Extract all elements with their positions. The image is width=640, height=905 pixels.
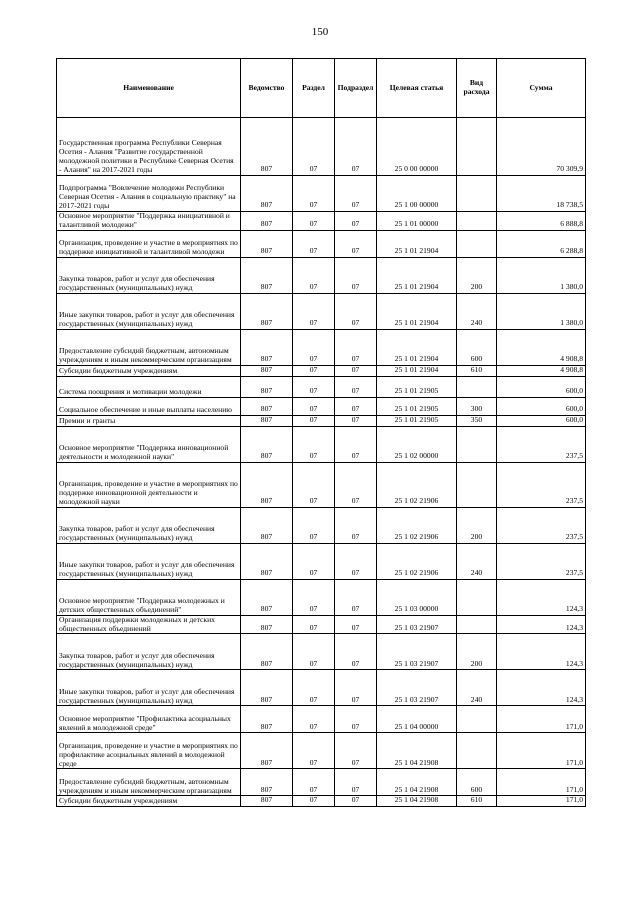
row-name: Субсидии бюджетным учреждениям (57, 796, 241, 807)
row-section: 07 (293, 397, 335, 415)
row-name: Основное мероприятие "Поддержка молодежных и детских общественных объединений" (57, 579, 241, 615)
row-subsection: 07 (335, 376, 377, 397)
row-exp-type (457, 733, 497, 769)
row-exp-type (457, 230, 497, 257)
table-row (57, 176, 586, 212)
row-section: 07 (293, 415, 335, 426)
row-name: Социальное обеспечение и иные выплаты населению (57, 397, 241, 415)
row-section: 07 (293, 257, 335, 293)
row-sum: 600,0 (497, 397, 586, 415)
row-exp-type (457, 615, 497, 634)
table-row (57, 579, 586, 615)
row-dept: 807 (241, 796, 293, 807)
row-dept: 807 (241, 415, 293, 426)
row-dept: 807 (241, 706, 293, 733)
row-target: 25 1 01 21905 (377, 415, 457, 426)
row-subsection: 07 (335, 293, 377, 329)
row-sum: 18 738,5 (497, 176, 586, 212)
row-name: Субсидии бюджетным учреждениям (57, 365, 241, 376)
row-sum: 6 888,8 (497, 212, 586, 231)
row-sum: 237,5 (497, 507, 586, 543)
row-name: Иные закупки товаров, работ и услуг для обеспечения государственных (муниципальных) нужд (57, 543, 241, 579)
row-dept: 807 (241, 579, 293, 615)
header-name: Наименование (57, 59, 241, 118)
row-exp-type: 240 (457, 670, 497, 706)
row-sum: 70 309,9 (497, 118, 586, 176)
row-target: 25 1 01 21905 (377, 376, 457, 397)
table-row (57, 426, 586, 462)
row-exp-type: 200 (457, 257, 497, 293)
row-target: 25 1 04 21908 (377, 733, 457, 769)
table-row (57, 706, 586, 733)
row-target: 25 1 02 00000 (377, 426, 457, 462)
table-row (57, 796, 586, 807)
row-sum: 237,5 (497, 426, 586, 462)
budget-table (56, 58, 586, 807)
row-target: 25 1 01 21904 (377, 329, 457, 365)
row-subsection: 07 (335, 670, 377, 706)
row-name: Закупка товаров, работ и услуг для обеспечения государственных (муниципальных) нужд (57, 634, 241, 670)
row-dept: 807 (241, 212, 293, 231)
row-target: 25 0 00 00000 (377, 118, 457, 176)
row-dept: 807 (241, 230, 293, 257)
row-dept: 807 (241, 176, 293, 212)
row-subsection: 07 (335, 365, 377, 376)
row-exp-type (457, 706, 497, 733)
row-exp-type (457, 426, 497, 462)
row-subsection: 07 (335, 230, 377, 257)
row-sum: 237,5 (497, 543, 586, 579)
row-name: Организация, проведение и участие в мероприятиях по поддержке инновационной деятельности и молодежной науки (57, 462, 241, 507)
row-section: 07 (293, 230, 335, 257)
row-section: 07 (293, 293, 335, 329)
table-row (57, 293, 586, 329)
row-section: 07 (293, 733, 335, 769)
table-row (57, 397, 586, 415)
row-section: 07 (293, 118, 335, 176)
row-exp-type: 600 (457, 329, 497, 365)
row-target: 25 1 02 21906 (377, 462, 457, 507)
row-sum: 600,0 (497, 376, 586, 397)
row-name: Предоставление субсидий бюджетным, автономным учреждениям и иным некоммерческим организациям (57, 769, 241, 796)
row-section: 07 (293, 462, 335, 507)
row-dept: 807 (241, 733, 293, 769)
row-subsection: 07 (335, 579, 377, 615)
row-name: Организация, проведение и участие в мероприятиях по профилактике асоциальных явлений в молодежной среде (57, 733, 241, 769)
row-target: 25 1 04 21908 (377, 769, 457, 796)
row-subsection: 07 (335, 118, 377, 176)
row-name: Иные закупки товаров, работ и услуг для обеспечения государственных (муниципальных) нужд (57, 293, 241, 329)
row-name: Основное мероприятие "Профилактика асоциальных явлений в молодежной среде" (57, 706, 241, 733)
row-dept: 807 (241, 397, 293, 415)
row-subsection: 07 (335, 543, 377, 579)
row-exp-type: 610 (457, 796, 497, 807)
row-dept: 807 (241, 543, 293, 579)
table-header-row (57, 59, 586, 118)
row-dept: 807 (241, 634, 293, 670)
row-dept: 807 (241, 462, 293, 507)
row-name: Подпрограмма "Вовлечение молодежи Республики Северная Осетия - Алания в социальную практику" на 2017-2021 годы (57, 176, 241, 212)
header-subsection: Подраздел (335, 59, 377, 118)
row-subsection: 07 (335, 329, 377, 365)
row-subsection: 07 (335, 796, 377, 807)
header-section: Раздел (293, 59, 335, 118)
row-name: Закупка товаров, работ и услуг для обеспечения государственных (муниципальных) нужд (57, 257, 241, 293)
row-dept: 807 (241, 257, 293, 293)
row-exp-type: 200 (457, 634, 497, 670)
row-section: 07 (293, 376, 335, 397)
row-name: Организация, проведение и участие в мероприятиях по поддержке инициативной и талантливой молодежи (57, 230, 241, 257)
table-row (57, 365, 586, 376)
row-exp-type (457, 176, 497, 212)
row-exp-type: 610 (457, 365, 497, 376)
row-section: 07 (293, 176, 335, 212)
table-row (57, 118, 586, 176)
row-target: 25 1 01 21904 (377, 230, 457, 257)
row-sum: 124,3 (497, 615, 586, 634)
row-target: 25 1 03 21907 (377, 615, 457, 634)
row-sum: 171,0 (497, 706, 586, 733)
row-sum: 4 908,8 (497, 329, 586, 365)
row-exp-type: 240 (457, 543, 497, 579)
row-target: 25 1 03 00000 (377, 579, 457, 615)
row-exp-type (457, 376, 497, 397)
row-name: Основное мероприятие "Поддержка инновационной деятельности и молодежной науки" (57, 426, 241, 462)
table-row (57, 670, 586, 706)
row-target: 25 1 01 21904 (377, 257, 457, 293)
row-dept: 807 (241, 293, 293, 329)
row-dept: 807 (241, 507, 293, 543)
row-target: 25 1 02 21906 (377, 543, 457, 579)
row-dept: 807 (241, 329, 293, 365)
row-section: 07 (293, 212, 335, 231)
row-subsection: 07 (335, 507, 377, 543)
row-target: 25 1 01 00000 (377, 212, 457, 231)
row-subsection: 07 (335, 462, 377, 507)
header-target: Целевая статья (377, 59, 457, 118)
row-subsection: 07 (335, 176, 377, 212)
row-subsection: 07 (335, 426, 377, 462)
row-exp-type: 600 (457, 769, 497, 796)
row-target: 25 1 01 21904 (377, 365, 457, 376)
row-name: Премии и гранты (57, 415, 241, 426)
table-row (57, 543, 586, 579)
row-section: 07 (293, 426, 335, 462)
row-subsection: 07 (335, 212, 377, 231)
row-dept: 807 (241, 376, 293, 397)
row-subsection: 07 (335, 415, 377, 426)
row-name: Организация поддержки молодежных и детских общественных объединений (57, 615, 241, 634)
row-target: 25 1 02 21906 (377, 507, 457, 543)
row-subsection: 07 (335, 706, 377, 733)
row-sum: 171,0 (497, 796, 586, 807)
row-sum: 1 380,0 (497, 293, 586, 329)
row-sum: 6 288,8 (497, 230, 586, 257)
row-exp-type: 200 (457, 507, 497, 543)
row-exp-type: 300 (457, 397, 497, 415)
table-row (57, 769, 586, 796)
row-sum: 171,0 (497, 769, 586, 796)
row-section: 07 (293, 706, 335, 733)
table-row (57, 257, 586, 293)
row-exp-type (457, 579, 497, 615)
row-section: 07 (293, 670, 335, 706)
row-name: Закупка товаров, работ и услуг для обеспечения государственных (муниципальных) нужд (57, 507, 241, 543)
row-subsection: 07 (335, 769, 377, 796)
row-dept: 807 (241, 769, 293, 796)
row-exp-type: 350 (457, 415, 497, 426)
row-name: Иные закупки товаров, работ и услуг для обеспечения государственных (муниципальных) нужд (57, 670, 241, 706)
row-target: 25 1 03 21907 (377, 670, 457, 706)
table-row (57, 462, 586, 507)
row-name: Основное мероприятие "Поддержка инициативной и талантливой молодежи" (57, 212, 241, 231)
row-subsection: 07 (335, 733, 377, 769)
row-sum: 171,0 (497, 733, 586, 769)
row-dept: 807 (241, 426, 293, 462)
row-sum: 4 908,8 (497, 365, 586, 376)
row-target: 25 1 04 00000 (377, 706, 457, 733)
row-sum: 124,3 (497, 579, 586, 615)
row-dept: 807 (241, 365, 293, 376)
row-section: 07 (293, 579, 335, 615)
header-dept: Ведомство (241, 59, 293, 118)
row-dept: 807 (241, 615, 293, 634)
table-row (57, 230, 586, 257)
page-number: 150 (311, 26, 329, 38)
row-target: 25 1 04 21908 (377, 796, 457, 807)
table-row (57, 507, 586, 543)
row-sum: 1 380,0 (497, 257, 586, 293)
row-name: Государственная программа Республики Северная Осетия - Алания "Развитие государственной молодежной политики в Республике Северная Осетия - Алания" на 2017-2021 годы (57, 118, 241, 176)
row-section: 07 (293, 507, 335, 543)
row-exp-type (457, 462, 497, 507)
row-section: 07 (293, 329, 335, 365)
row-subsection: 07 (335, 397, 377, 415)
table-row (57, 415, 586, 426)
row-section: 07 (293, 769, 335, 796)
row-name: Предоставление субсидий бюджетным, автономным учреждениям и иным некоммерческим организациям (57, 329, 241, 365)
row-sum: 600,0 (497, 415, 586, 426)
row-target: 25 1 01 21905 (377, 397, 457, 415)
row-dept: 807 (241, 118, 293, 176)
row-exp-type: 240 (457, 293, 497, 329)
table-row (57, 212, 586, 231)
row-section: 07 (293, 543, 335, 579)
row-subsection: 07 (335, 615, 377, 634)
row-target: 25 1 03 21907 (377, 634, 457, 670)
header-sum: Сумма (497, 59, 586, 118)
row-section: 07 (293, 365, 335, 376)
header-exp-type: Вид расхода (457, 59, 497, 118)
table-row (57, 634, 586, 670)
row-section: 07 (293, 615, 335, 634)
table-row (57, 733, 586, 769)
table-row (57, 329, 586, 365)
row-sum: 124,3 (497, 634, 586, 670)
row-subsection: 07 (335, 634, 377, 670)
row-sum: 237,5 (497, 462, 586, 507)
row-section: 07 (293, 634, 335, 670)
row-target: 25 1 00 00000 (377, 176, 457, 212)
table-row (57, 376, 586, 397)
row-exp-type (457, 118, 497, 176)
row-target: 25 1 01 21904 (377, 293, 457, 329)
row-sum: 124,3 (497, 670, 586, 706)
row-subsection: 07 (335, 257, 377, 293)
row-exp-type (457, 212, 497, 231)
row-section: 07 (293, 796, 335, 807)
table-row (57, 615, 586, 634)
row-dept: 807 (241, 670, 293, 706)
row-name: Система поощрения и мотивации молодежи (57, 376, 241, 397)
